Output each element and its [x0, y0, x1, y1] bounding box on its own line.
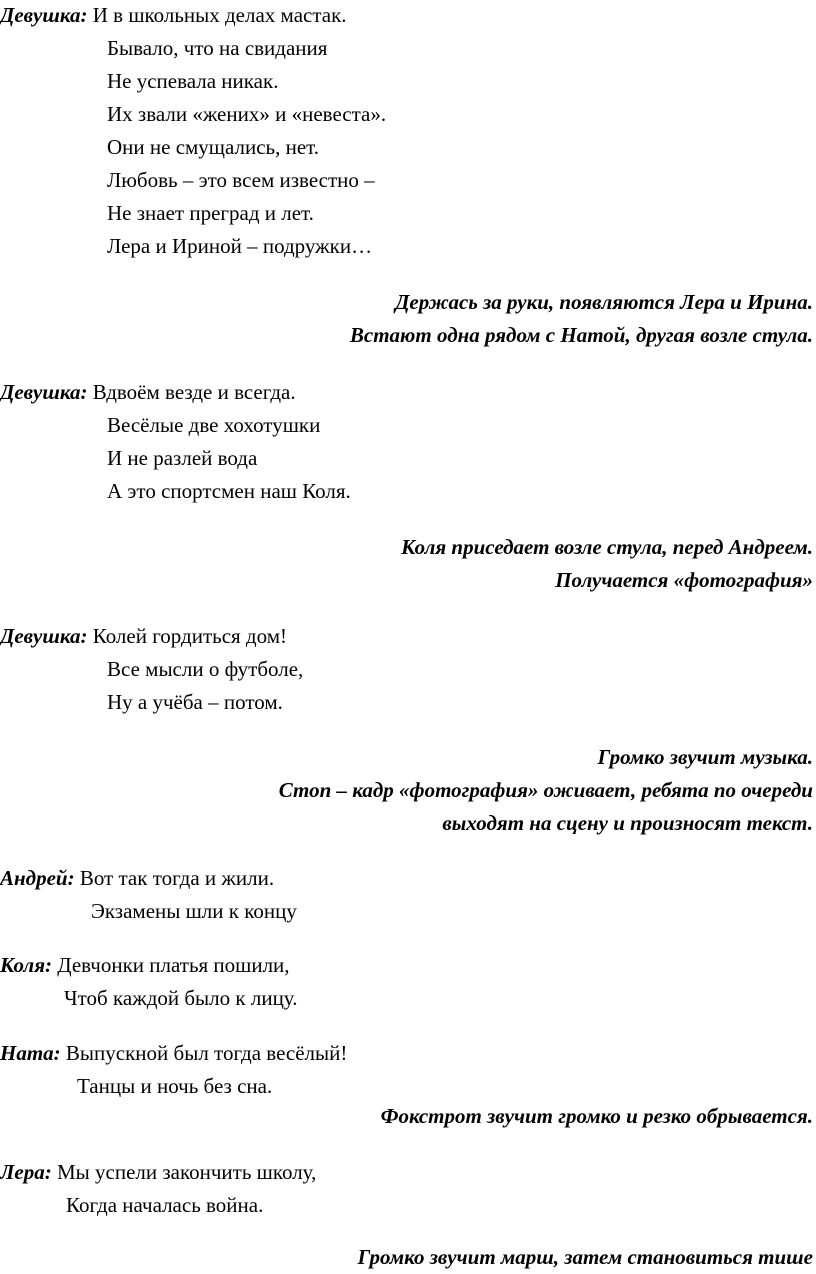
speaker-name: Девушка: [0, 380, 88, 404]
verse-line: Когда началась война. [66, 1193, 264, 1217]
speaker-name: Лера: [0, 1160, 52, 1184]
stage-direction: Громко звучит марш, затем становиться тише [357, 1245, 813, 1269]
speaker-name: Ната: [0, 1041, 61, 1065]
verse-line: Весёлые две хохотушки [107, 413, 321, 437]
verse-line: Бывало, что на свидания [107, 36, 328, 60]
speech-line [0, 866, 274, 890]
speech-line [0, 1160, 316, 1184]
speaker-name: Коля: [0, 953, 53, 977]
verse-line: Не успевала никак. [107, 69, 279, 93]
stage-direction: Фокстрот звучит громко и резко обрывается. [380, 1104, 813, 1128]
stage-direction: Получается «фотография» [555, 568, 813, 592]
verse-line: Вдвоём везде и всегда. [92, 380, 296, 404]
verse-line: Чтоб каждой было к лицу. [64, 986, 298, 1010]
verse-line: Они не смущались, нет. [107, 135, 320, 159]
verse-line: Выпускной был тогда весёлый! [65, 1041, 348, 1065]
speaker-name: Девушка: [0, 624, 88, 648]
verse-line: Колей гордиться дом! [92, 624, 287, 648]
verse-line: И не разлей вода [107, 446, 258, 470]
stage-direction: Коля приседает возле стула, перед Андреем. [401, 535, 813, 559]
verse-line: Девчонки платья пошили, [57, 953, 290, 977]
verse-line: Танцы и ночь без сна. [77, 1074, 273, 1098]
speech-line [0, 624, 287, 648]
stage-direction: Громко звучит музыка. [597, 745, 813, 769]
verse-line: Экзамены шли к концу [91, 899, 297, 923]
verse-line: И в школьных делах мастак. [92, 3, 347, 27]
speaker-name: Девушка: [0, 3, 88, 27]
verse-line: Мы успели закончить школу, [56, 1160, 317, 1184]
speech-line [0, 380, 296, 404]
verse-line: Ну а учёба – потом. [107, 690, 283, 714]
verse-line: Их звали «жених» и «невеста». [107, 102, 387, 126]
verse-line: Все мысли о футболе, [107, 657, 304, 681]
stage-direction: выходят на сцену и произносят текст. [442, 811, 813, 835]
stage-direction: Встают одна рядом с Натой, другая возле стула. [349, 323, 813, 347]
speech-line [0, 1041, 347, 1065]
stage-direction: Держась за руки, появляются Лера и Ирина. [395, 290, 813, 314]
speech-line [0, 953, 290, 977]
verse-line: Лера и Ириной – подружки… [107, 234, 373, 258]
verse-line: Не знает преград и лет. [107, 201, 314, 225]
stage-direction: Стоп – кадр «фотография» оживает, ребята по очереди [278, 778, 813, 802]
speaker-name: Андрей: [0, 866, 75, 890]
verse-line: А это спортсмен наш Коля. [107, 479, 351, 503]
verse-line: Любовь – это всем известно – [107, 168, 375, 192]
speech-line [0, 3, 347, 27]
verse-line: Вот так тогда и жили. [79, 866, 275, 890]
